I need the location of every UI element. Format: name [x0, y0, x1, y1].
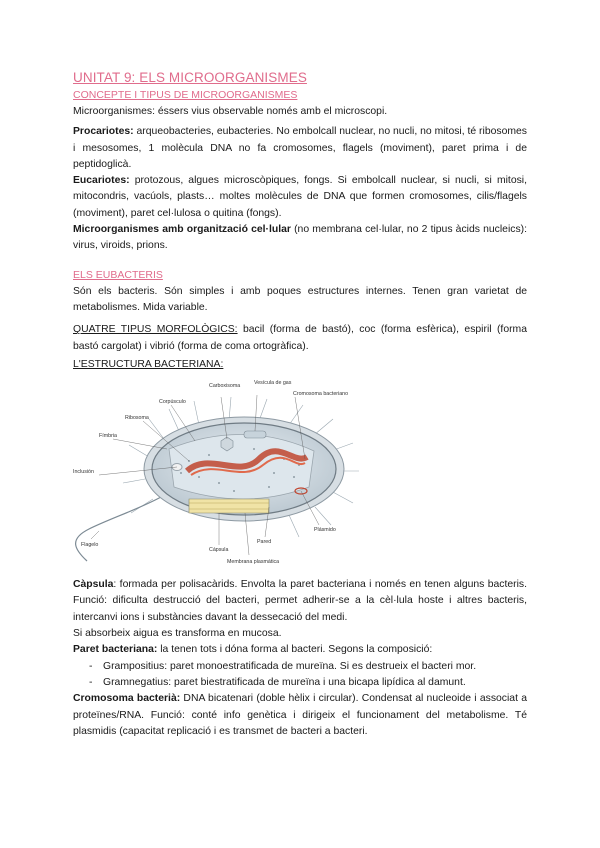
unit-heading: UNITAT 9: ELS MICROORGANISMES [73, 70, 307, 85]
procariotes-paragraph [73, 124, 527, 173]
paret-paragraph [73, 642, 527, 658]
capsula-term: Càpsula [73, 579, 114, 591]
capsula-text: : formada per polisacàrids. Envolta la paret bacteriana i només en tenen alguns bacteris. Funció: dificulta destrucció del bacteri, permet adherir-se a la cèl·lula hoste i altres bacteris, intercanvi ions i substàncies davant la dessecació del medi. [73, 579, 527, 623]
cromosoma-text: DNA bicatenari (doble hèlix i circular). Condensat al nucleoide i associat a proteïnes/RNA. Funció: conté info genètica i dirigeix el funcionament del metabolisme. Té plasmidis (capacitat replicació i es transmet de bacteri a bacteri. [73, 693, 527, 737]
label-plasmido: Plásmido [314, 527, 336, 534]
eubacteris-intro: Són els bacteris. Són simples i amb poques estructures internes. Tenen gran varietat de metabolismes. Mida variable. [73, 285, 527, 313]
list-item: - Grampositius: paret monoestratificada de mureïna. Si es destrueix el bacteri mor. [73, 659, 527, 675]
membrane-layer [189, 499, 269, 513]
bacteria-illustration [69, 379, 359, 571]
paret-list [73, 659, 527, 692]
acellular-term: Microorganismes amb organització cel·lular [73, 224, 291, 236]
acellular-paragraph [73, 222, 527, 255]
label-fimbria: Fímbria [99, 433, 117, 440]
paret-text: la tenen tots i dóna forma al bacteri. Segons la composició: [157, 644, 433, 656]
label-carboxisoma: Carboxisoma [209, 383, 241, 390]
cromosoma-term: Cromosoma bacterià: [73, 693, 181, 705]
procariotes-term: Procariotes: [73, 126, 134, 138]
morphology-text: bacil (forma de bastó), coc (forma esfèrica), espiril (forma bastó cargolat) i vibrió (forma de coma ortogràfica). [73, 324, 527, 352]
label-flagelo: Flagelo [81, 542, 99, 549]
cromosoma-paragraph [73, 691, 527, 740]
intro-paragraph: Microorganismes: éssers vius observable només amb el microscopi. [73, 106, 388, 117]
capsula-paragraph [73, 577, 527, 626]
label-inclusion: Inclusión [73, 469, 94, 476]
gas-vesicle-shape [244, 431, 266, 438]
label-membrana: Membrana plasmática [227, 559, 280, 566]
document-page [73, 70, 527, 740]
section-title-concept: CONCEPTE I TIPUS DE MICROORGANISMES [73, 89, 298, 101]
label-ribosoma: Ribosoma [125, 415, 149, 422]
eucariotes-paragraph [73, 173, 527, 222]
label-cromosoma: Cromosoma bacteriano [293, 391, 349, 398]
label-vesicula: Vesícula de gas [254, 380, 292, 387]
morphology-term: QUATRE TIPUS MORFOLÒGICS: [73, 324, 238, 336]
acellular-text: (no membrana cel·lular, no 2 tipus àcids nucleics): virus, viroids, prions. [73, 224, 527, 252]
structure-title: L'ESTRUCTURA BACTERIANA: [73, 358, 224, 370]
label-pared: Pared [257, 539, 272, 546]
morphology-paragraph [73, 322, 527, 355]
paret-term: Paret bacteriana: [73, 644, 158, 656]
bacteria-diagram [69, 379, 359, 571]
list-item: - Gramnegatius: paret biestratificada de mureïna i una bicapa lipídica al damunt. [73, 675, 527, 691]
procariotes-text: arqueobacteries, eubacteries. No embolcall nuclear, no nucli, no mitosi, té ribosomes i mesosomes, 1 molècula DNA no fa cromosomes, flagels (moviment), paret prima i de peptidoglicà. [73, 126, 527, 170]
section-title-eubacteris: ELS EUBACTERIS [73, 268, 163, 281]
capsula-extra: Si absorbeix aigua es transforma en mucosa. [73, 628, 282, 640]
flagellum [76, 497, 161, 561]
label-capsula: Cápsula [209, 547, 229, 554]
eucariotes-term: Eucariotes: [73, 175, 130, 187]
label-corpusculo: Corpúsculo [159, 399, 186, 406]
eucariotes-text: protozous, algues microscòpiques, fongs. Si embolcall nuclear, si nucli, si mitosi, mitocondris, vacúols, plasts… moltes molècules de DNA que formen cromosomes, cilis/flagels (moviment), paret cel·lulosa o quitina (fongs). [73, 175, 527, 219]
